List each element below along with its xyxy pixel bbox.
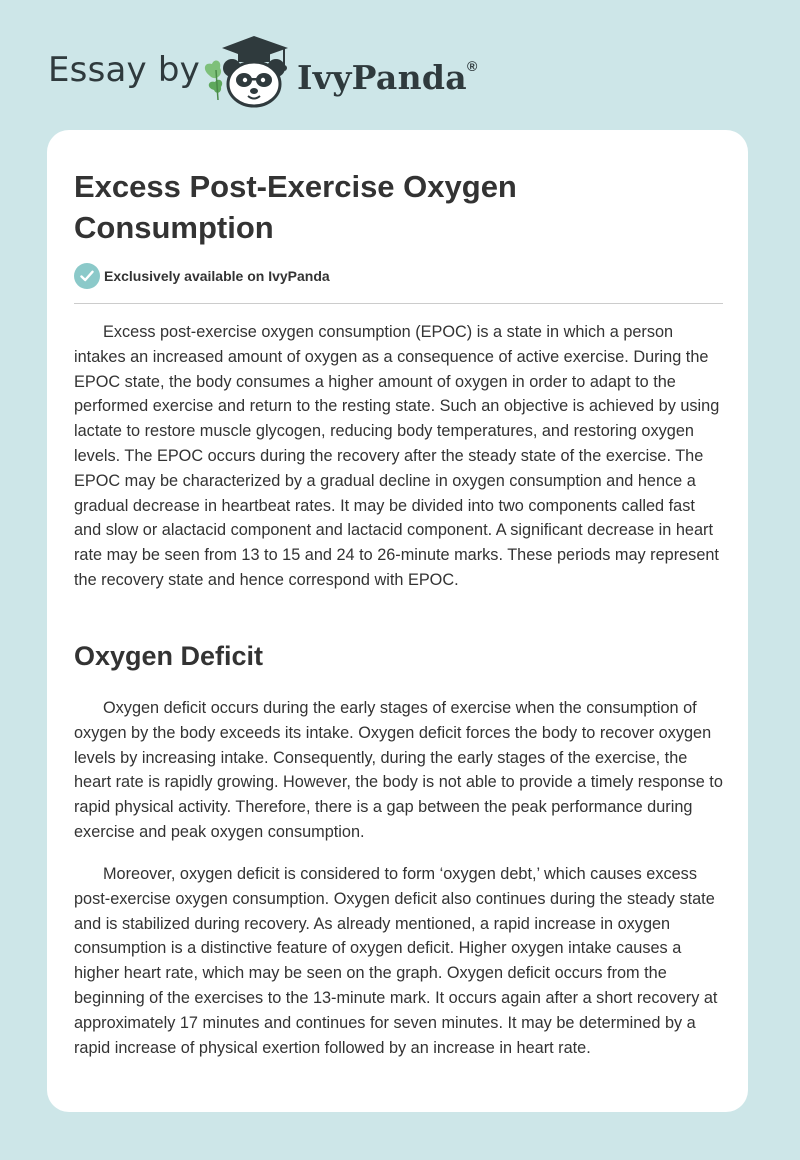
site-header — [0, 0, 800, 120]
brand-name-text: IvyPanda — [297, 58, 467, 97]
paragraph-oxygen-deficit-1: Oxygen deficit occurs during the early stages of exercise when the consumption of oxygen by the body exceeds its intake. Oxygen deficit forces the body to recover oxygen levels by increasing intake. Consequently, during the early stages of the exercise, the heart rate is rapidly growing. However, the body is not able to provide a timely response to rapid physical activity. Therefore, there is a gap between the peak performance during exercise and peak oxygen consumption. — [74, 699, 723, 841]
exclusive-badge-label: Exclusively available on IvyPanda — [104, 268, 330, 284]
article-title: Excess Post-Exercise Oxygen Consumption — [74, 169, 517, 245]
panda-graduate-logo-icon[interactable] — [200, 30, 296, 110]
brand-prefix: Essay by — [48, 50, 200, 90]
article-card — [47, 130, 748, 1112]
title-divider — [74, 303, 723, 304]
exclusive-badge — [74, 263, 330, 289]
registered-mark: ® — [466, 58, 478, 74]
paragraph-epoc: Excess post-exercise oxygen consumption (EPOC) is a state in which a person intakes an increased amount of oxygen as a consequence of active exercise. During the EPOC state, the body consumes a higher amount of oxygen in order to adapt to the performed exercise and return to the resting state. Such an objective is achieved by using lactate to restore muscle glycogen, reducing body temperatures, and restoring oxygen levels. The EPOC occurs during the recovery after the steady state of the exercise. The EPOC may be characterized by a gradual decline in oxygen consumption and hence a gradual decrease in heartbeat rates. It may be divided into two components called fast and slow or alactacid component and lactacid component. A significant decrease in heart rate may be seen from 13 to 15 and 24 to 26-minute marks. These periods may represent the recovery state and hence correspond with EPOC. — [74, 323, 720, 589]
paragraph-oxygen-deficit-2: Moreover, oxygen deficit is considered to form ‘oxygen debt,’ which causes excess post-exercise oxygen consumption. Oxygen deficit also continues during the steady state and is stabilized during recovery. As already mentioned, a rapid increase in oxygen consumption is a distinctive feature of oxygen deficit. Higher oxygen intake causes a higher heart rate, which may be seen on the graph. Oxygen deficit occurs from the beginning of the exercises to the 13-minute mark. It occurs again after a short recovery at approximately 17 minutes and continues for seven minutes. It may be determined by a rapid increase of physical exertion followed by an increase in heart rate. — [74, 865, 718, 1057]
brand-name[interactable] — [297, 52, 478, 98]
section-heading-oxygen-deficit: Oxygen Deficit — [74, 641, 264, 671]
check-circle-icon — [74, 263, 100, 289]
